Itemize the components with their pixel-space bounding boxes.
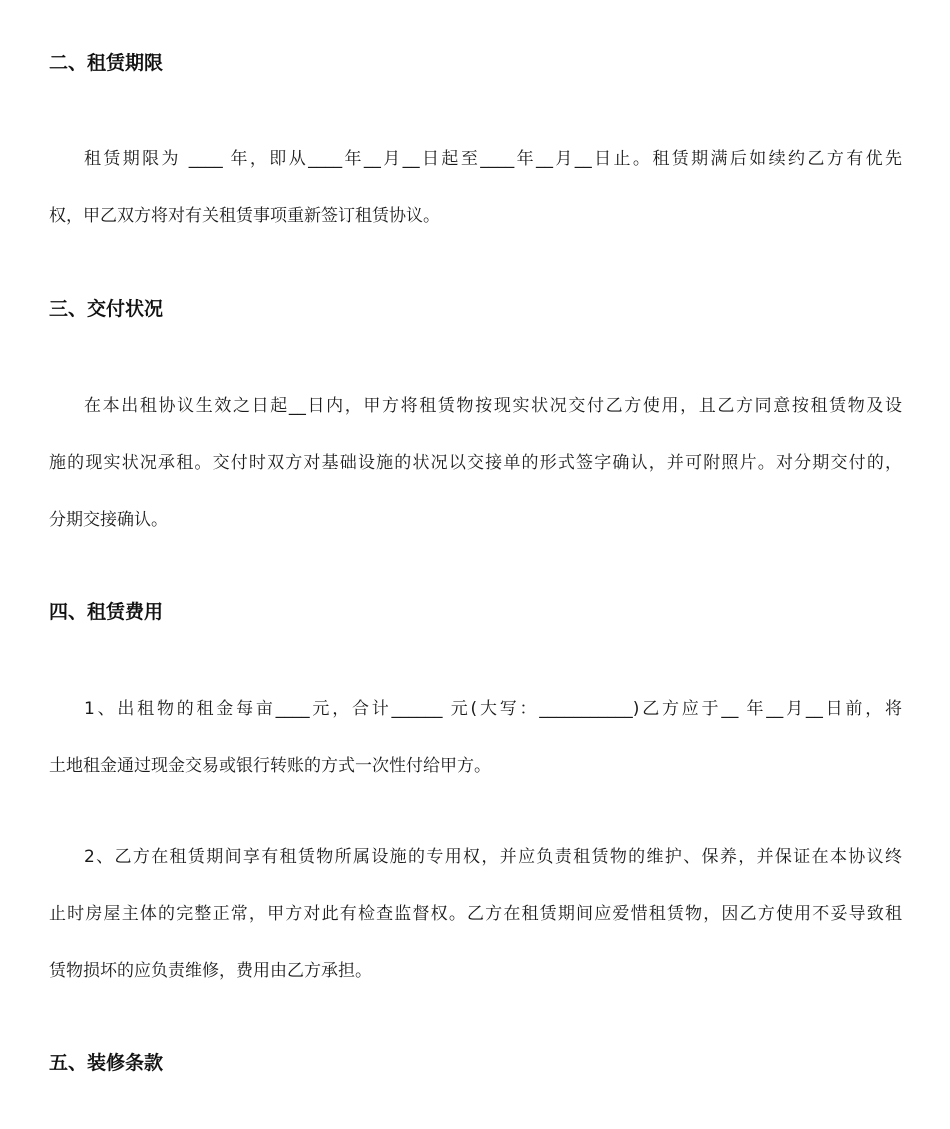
paragraph-line: 在本出租协议生效之日起__日内，甲方将租赁物按现实状况交付乙方使用，且乙方同意按租赁物及设 bbox=[84, 396, 902, 416]
paragraph-line: 权，甲乙双方将对有关租赁事项重新签订租赁协议。 bbox=[49, 206, 440, 226]
paragraph-line: 赁物损坏的应负责维修，费用由乙方承担。 bbox=[49, 961, 372, 981]
paragraph-line: 分期交接确认。 bbox=[49, 510, 168, 530]
paragraph-line: 止时房屋主体的完整正常，甲方对此有检查监督权。乙方在租赁期间应爱惜租赁物，因乙方使用不妥导致租 bbox=[49, 904, 902, 924]
paragraph-line: 租赁期限为 ____ 年，即从____年__月__日起至____年__月__日止。租赁期满后如续约乙方有优先 bbox=[84, 149, 902, 169]
paragraph-line: 施的现实状况承租。交付时双方对基础设施的状况以交接单的形式签字确认，并可附照片。对分期交付的， bbox=[49, 453, 902, 473]
section-heading-decoration: 五、装修条款 bbox=[49, 1052, 164, 1074]
section-heading-lease-term: 二、租赁期限 bbox=[49, 52, 164, 74]
section-heading-rent-fees: 四、租赁费用 bbox=[49, 601, 164, 623]
section-heading-delivery: 三、交付状况 bbox=[49, 298, 164, 320]
paragraph-line: 土地租金通过现金交易或银行转账的方式一次性付给甲方。 bbox=[49, 756, 491, 776]
paragraph-line: 1、出租物的租金每亩____元，合计______ 元(大写：___________)乙方应于__ 年__月__日前，将 bbox=[84, 699, 902, 719]
paragraph-line: 2、乙方在租赁期间享有租赁物所属设施的专用权，并应负责租赁物的维护、保养，并保证在本协议终 bbox=[84, 847, 902, 867]
